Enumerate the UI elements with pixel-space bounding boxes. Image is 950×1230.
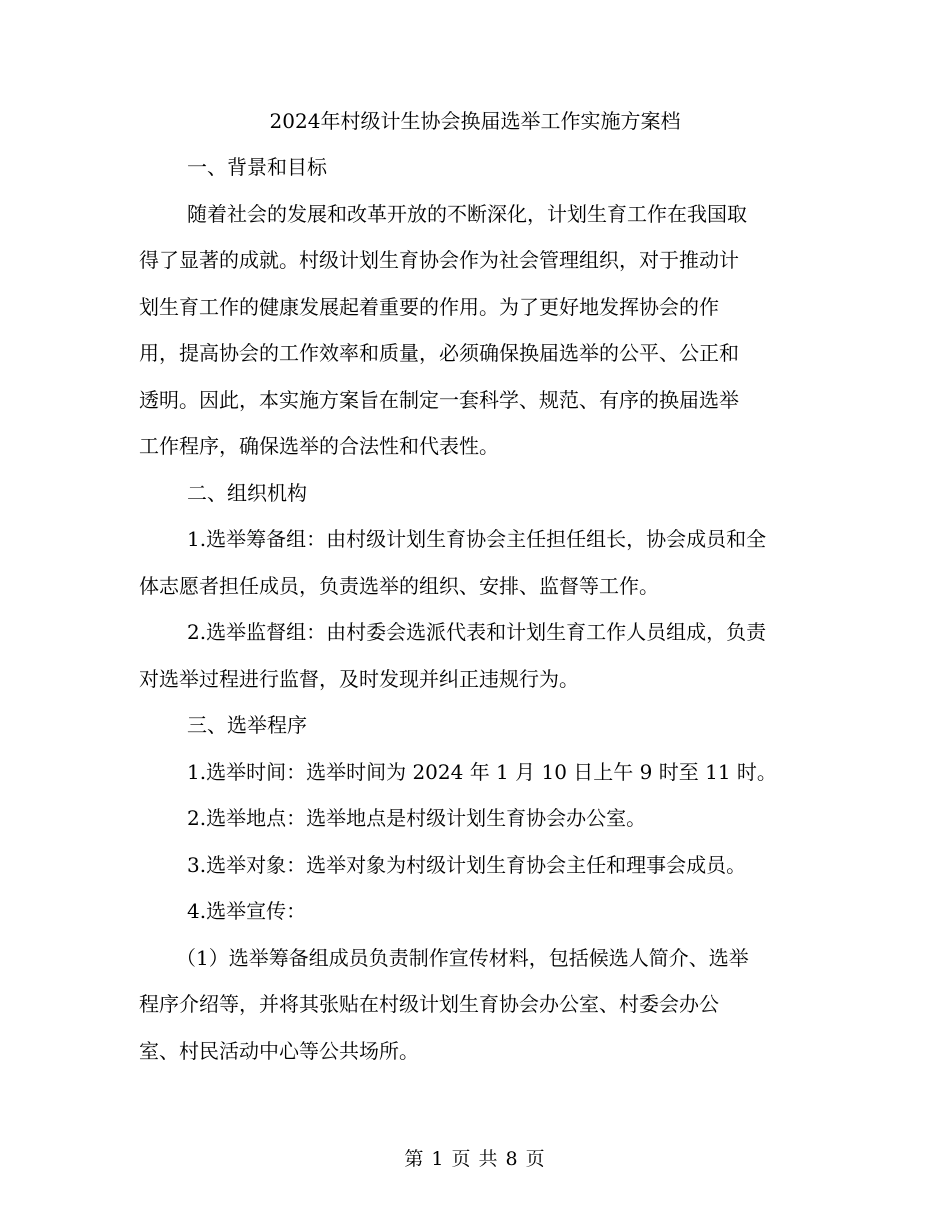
- paragraph-line: 对选举过程进行监督，及时发现并纠正违规行为。: [139, 666, 579, 691]
- section-1-heading: 一、背景和目标: [187, 155, 327, 179]
- paragraph-line: 透明。因此，本实施方案旨在制定一套科学、规范、有序的换届选举: [139, 387, 739, 412]
- paragraph-line: （1）选举筹备组成员负责制作宣传材料，包括候选人简介、选举: [176, 945, 749, 970]
- list-item: 2.选举地点：选举地点是村级计划生育协会办公室。: [187, 806, 647, 830]
- paragraph-line: 划生育工作的健康发展起着重要的作用。为了更好地发挥协会的作: [139, 294, 719, 319]
- paragraph-line: 2.选举监督组：由村委会选派代表和计划生育工作人员组成，负责: [187, 620, 767, 644]
- paragraph-line: 1.选举筹备组：由村级计划生育协会主任担任组长，协会成员和全: [187, 527, 767, 551]
- page-footer: 第 1 页 共 8 页: [404, 1148, 546, 1170]
- document-body: [139, 144, 819, 1074]
- document-title: 2024年村级计生协会换届选举工作实施方案档: [269, 109, 681, 133]
- paragraph-line: 用，提高协会的工作效率和质量，必须确保换届选举的公平、公正和: [139, 341, 739, 365]
- list-item: 1.选举时间：选举时间为 2024 年 1 月 10 日上午 9 时至 11 时。: [187, 759, 777, 784]
- paragraph-line: 室、村民活动中心等公共场所。: [139, 1038, 419, 1063]
- paragraph-line: 工作程序，确保选举的合法性和代表性。: [139, 434, 499, 458]
- paragraph-line: 体志愿者担任成员，负责选举的组织、安排、监督等工作。: [139, 573, 659, 598]
- paragraph-line: 程序介绍等，并将其张贴在村级计划生育协会办公室、村委会办公: [139, 992, 719, 1016]
- list-item: 3.选举对象：选举对象为村级计划生育协会主任和理事会成员。: [187, 852, 747, 877]
- paragraph-line: 得了显著的成就。村级计划生育协会作为社会管理组织，对于推动计: [139, 248, 739, 272]
- paragraph-line: 随着社会的发展和改革开放的不断深化，计划生育工作在我国取: [187, 201, 747, 226]
- section-3-heading: 三、选举程序: [187, 713, 307, 737]
- list-item: 4.选举宣传：: [187, 899, 307, 923]
- section-2-heading: 二、组织机构: [187, 480, 307, 505]
